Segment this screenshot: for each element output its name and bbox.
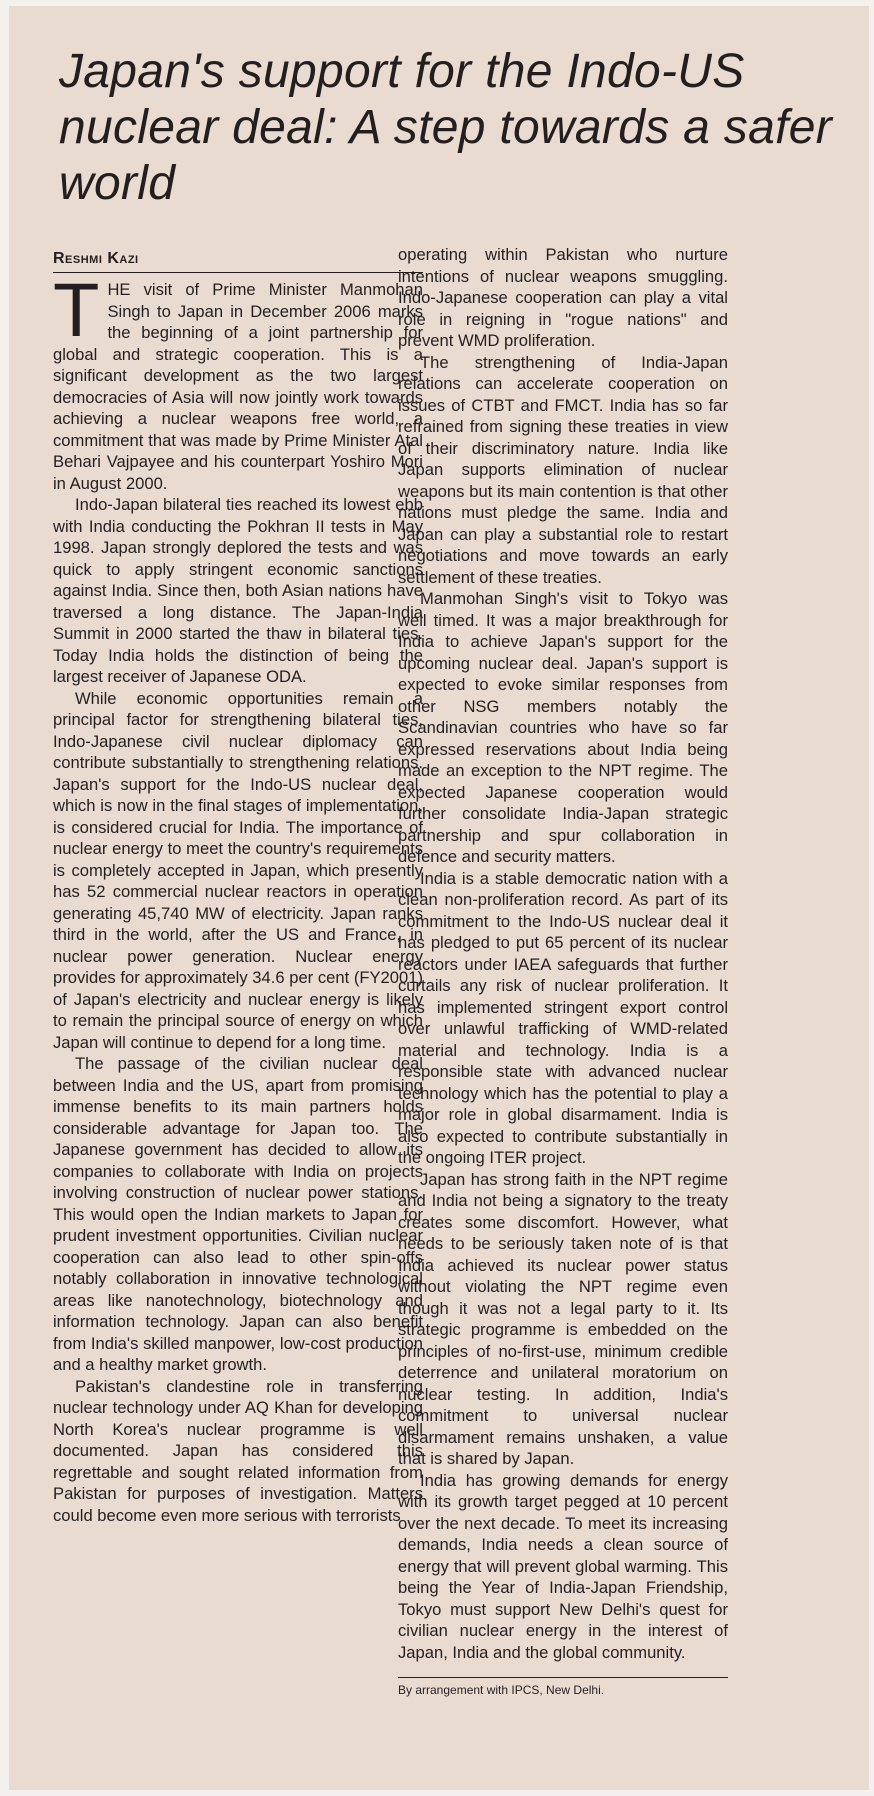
paragraph: Pakistan's clandestine role in transferring nuclear technology under AQ Khan for developing North Korea's nuclear programme is well documented. Japan has considered this regrettable and sought related information from Pakistan for purposes of investigation. Matters could become even more serious with terrorists <box>53 1376 423 1525</box>
continued-paragraph: operating within Pakistan who nurture intentions of nuclear weapons smuggling. Indo-Japanese cooperation can play a vital role in reigning in "rogue nations" and prevent WMD proliferation. <box>398 245 728 350</box>
paragraph: India is a stable democratic nation with a clean non-proliferation record. As part of its commitment to the Indo-US nuclear deal it has pledged to put 65 percent of its nuclear reactors under IAEA safeguards that further curtails any risk of nuclear proliferation. It has implemented stringent export control over unlawful trafficking of WMD-related material and technology. India is a responsible state with advanced nuclear technology which has the potential to play a major role in global disarmament. India is also expected to contribute substantially in the ongoing ITER project. <box>398 868 728 1167</box>
drop-cap: T <box>53 268 100 353</box>
paragraph: India has growing demands for energy with its growth target pegged at 10 percent over the next decade. To meet its increasing demands, India needs a clean source of energy that will prevent global warming. This being the Year of India-Japan Friendship, Tokyo must support New Delhi's quest for civilian nuclear energy in the interest of Japan, India and the global community. <box>398 1470 728 1662</box>
paragraph: The strengthening of India-Japan relations can accelerate cooperation on issues of CTBT and FMCT. India has so far refrained from signing these treaties in view of their discriminatory nature. India like Japan supports elimination of nuclear weapons but its main contention is that other nations must pledge the same. India and Japan can play a substantial role to restart negotiations and move towards an early settlement of these treaties. <box>398 352 728 587</box>
right-column <box>398 244 728 1698</box>
article-page <box>9 6 869 1790</box>
headline: Japan's support for the Indo-US nuclear deal: A step towards a safer world <box>59 45 832 210</box>
paragraph: Japan has strong faith in the NPT regime and India not being a signatory to the treaty creates some discomfort. However, what needs to be seriously taken note of is that India achieved its nuclear power status without violating the NPT regime even though it was not a legal party to it. Its strategic programme is embedded on the principles of no-first-use, minimum credible deterrence and unilateral moratorium on nuclear testing. In addition, India's commitment to universal nuclear disarmament remains unshaken, a value that is shared by Japan. <box>398 1169 728 1468</box>
paragraph: While economic opportunities remain a principal factor for strengthening bilateral ties, Indo-Japanese civil nuclear diplomacy can contribute substantially to strengthening relations. Japan's support for the Indo-US nuclear deal, which is now in the final stages of implementation, is considered crucial for India. The importance of nuclear energy to meet the country's requirements is completely accepted in Japan, which presently has 52 commercial nuclear reactors in operation generating 45,740 MW of electricity. Japan ranks third in the world, after the US and France, in nuclear power generation. Nuclear energy provides for approximately 34.6 per cent (FY2001) of Japan's electricity and nuclear energy is likely to remain the principal source of energy on which Japan will continue to depend for a long time. <box>53 688 423 1052</box>
paragraph: Manmohan Singh's visit to Tokyo was well timed. It was a major breakthrough for India to achieve Japan's support for the upcoming nuclear deal. Japan's support is expected to evoke similar responses from other NSG members notably the Scandinavian countries who have so far expressed reservations about India being made an exception to the NPT regime. The expected Japanese cooperation would further consolidate India-Japan strategic partnership and spur collaboration in defence and security matters. <box>398 589 728 866</box>
source-credit: By arrangement with IPCS, New Delhi. <box>398 1677 728 1698</box>
left-column <box>53 249 423 1526</box>
first-paragraph <box>53 268 423 494</box>
paragraph: Indo-Japan bilateral ties reached its lowest ebb with India conducting the Pokhran II tests in May 1998. Japan strongly deplored the tests and was quick to apply stringent economic sanctions against India. Since then, both Asian nations have traversed a long distance. The Japan-India Summit in 2000 started the thaw in bilateral ties. Today India holds the distinction of being the largest receiver of Japanese ODA. <box>53 495 423 686</box>
author-byline: Reshmi Kazi <box>53 249 423 273</box>
paragraph: The passage of the civilian nuclear deal between India and the US, apart from promising immense benefits to its main partners holds considerable advantage for Japan too. The Japanese government has decided to allow its companies to collaborate with India on projects involving construction of nuclear power stations. This would open the Indian markets to Japan for prudent investment opportunities. Civilian nuclear cooperation can also lead to other spin-offs notably collaboration in innovative technological areas like nanotechnology, biotechnology and information technology. Japan can also benefit from India's skilled manpower, low-cost production and a healthy market growth. <box>53 1054 423 1374</box>
first-paragraph-text: HE visit of Prime Minister Manmohan Singh to Japan in December 2006 marks the beginning of a joint partnership for global and strategic cooperation. This is a significant development as the two largest democracies of Asia will now jointly work towards achieving a nuclear weapons free world, a commitment that was made by Prime Minister Atal Behari Vajpayee and his counterpart Yoshiro Mori in August 2000. <box>53 280 423 493</box>
